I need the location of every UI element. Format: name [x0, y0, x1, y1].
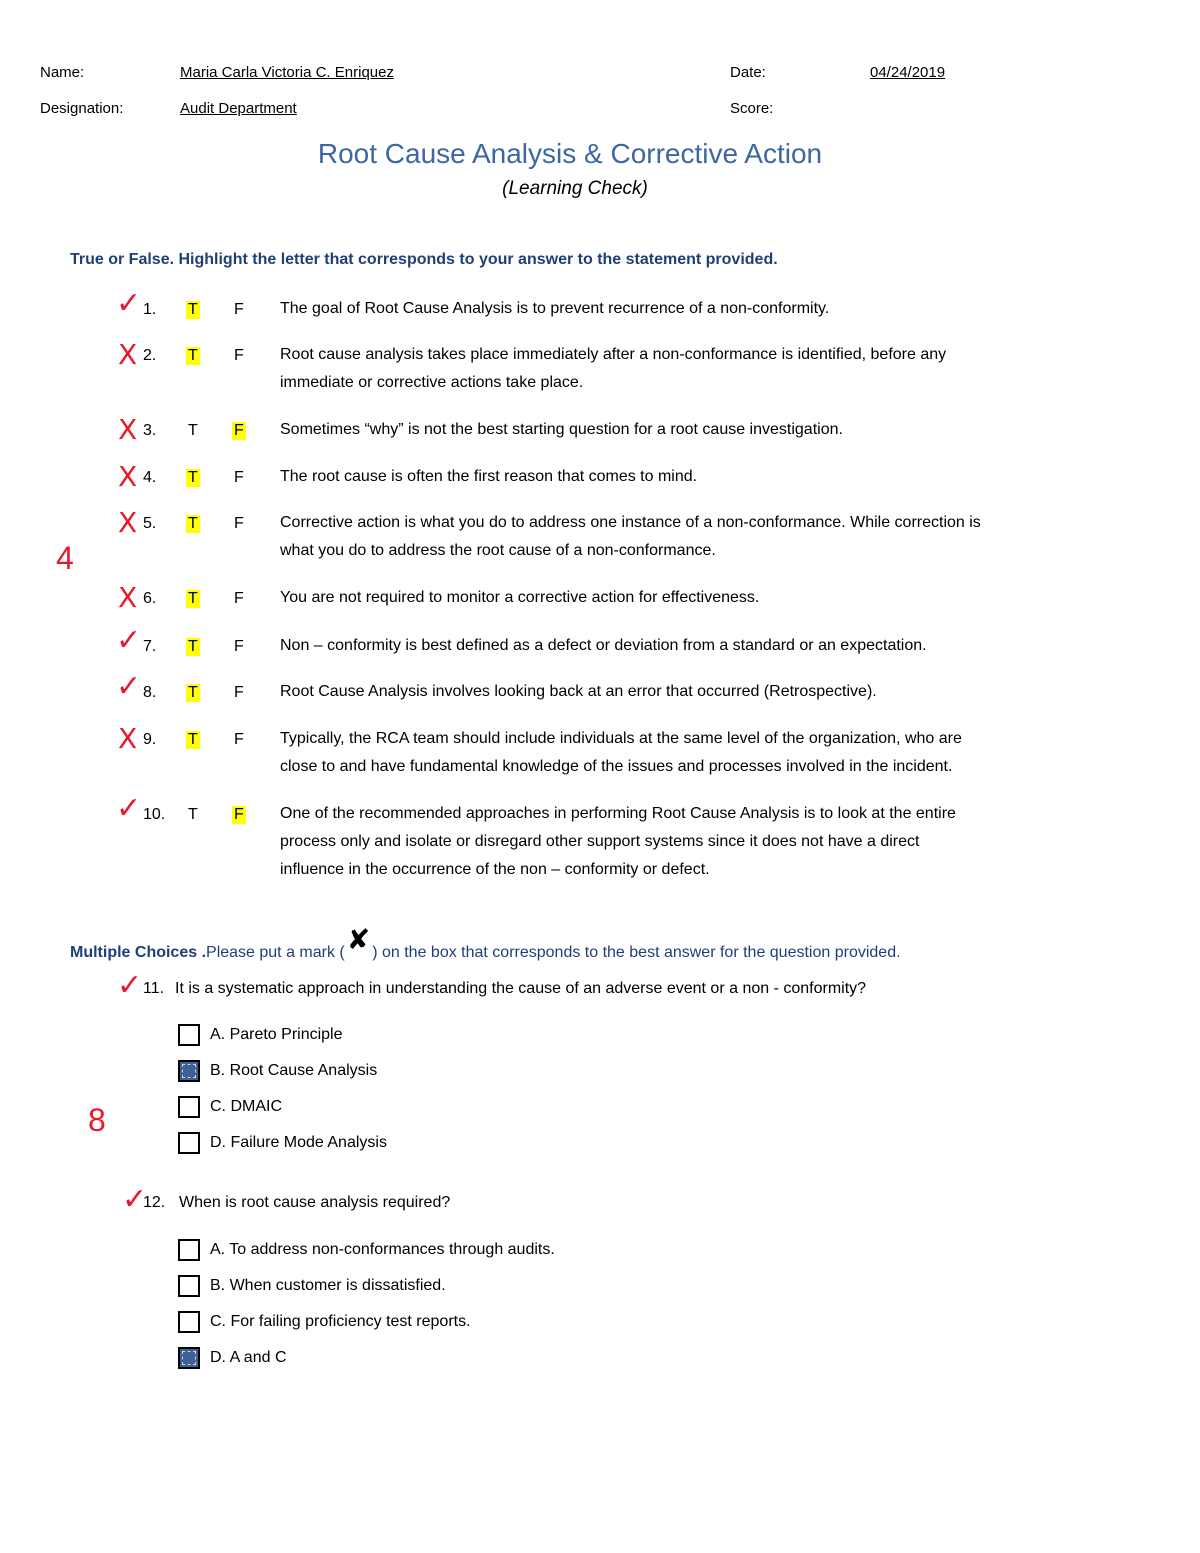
page-subtitle: (Learning Check)	[502, 178, 648, 199]
option-label: A. To address non-conformances through audits.	[210, 1241, 555, 1258]
true-option[interactable]: T	[188, 684, 198, 701]
check-icon: ✓	[116, 624, 142, 657]
option-checkbox[interactable]	[178, 1024, 200, 1046]
check-icon: ✓	[117, 969, 143, 1002]
designation-label: Designation:	[40, 100, 124, 117]
statement-text: One of the recommended approaches in performing Root Cause Analysis is to look at the entire	[280, 805, 956, 822]
item-number: 1.	[143, 301, 157, 318]
item-number: 9.	[143, 731, 157, 748]
statement-text: The goal of Root Cause Analysis is to prevent recurrence of a non-conformity.	[280, 300, 830, 317]
statement-text: close to and have fundamental knowledge of the issues and processes involved in the incident.	[280, 758, 953, 775]
multiple-choice-section-score: 8	[88, 1102, 106, 1138]
check-icon: ✓	[122, 1183, 148, 1216]
true-option[interactable]: T	[188, 590, 198, 607]
option-label: D. A and C	[210, 1349, 287, 1366]
cross-icon: X	[118, 413, 138, 446]
option-label: B. Root Cause Analysis	[210, 1062, 378, 1079]
statement-text: You are not required to monitor a corrective action for effectiveness.	[280, 589, 760, 606]
option-label: A. Pareto Principle	[210, 1026, 343, 1043]
option-checkbox[interactable]	[178, 1275, 200, 1297]
statement-text: Non – conformity is best defined as a defect or deviation from a standard or an expectation.	[280, 637, 927, 654]
false-option[interactable]: F	[234, 590, 244, 607]
true-option[interactable]: T	[188, 515, 198, 532]
statement-text: what you do to address the root cause of a non-conformance.	[280, 542, 716, 559]
page-title: Root Cause Analysis & Corrective Action	[317, 138, 823, 169]
score-label: Score:	[730, 100, 774, 117]
statement-text: process only and isolate or disregard other support systems since it does not have a direct	[280, 833, 920, 850]
true-option[interactable]: T	[188, 806, 198, 823]
false-option[interactable]: F	[234, 806, 244, 823]
cross-icon: X	[118, 722, 138, 755]
false-option[interactable]: F	[234, 731, 244, 748]
statement-text: Sometimes “why” is not the best starting question for a root cause investigation.	[280, 421, 843, 438]
check-icon: ✓	[116, 670, 142, 703]
date-label: Date:	[730, 64, 766, 81]
question-12-number: 12.	[143, 1194, 166, 1211]
x-mark-icon: ✘	[346, 923, 371, 956]
option-checkbox[interactable]	[178, 1347, 200, 1369]
option-checkbox[interactable]	[178, 1311, 200, 1333]
cross-icon: X	[118, 506, 138, 539]
item-number: 6.	[143, 590, 157, 607]
false-option[interactable]: F	[234, 347, 244, 364]
item-number: 5.	[143, 515, 157, 532]
cross-icon: X	[118, 581, 138, 614]
option-label: D. Failure Mode Analysis	[210, 1134, 387, 1151]
item-number: 3.	[143, 422, 157, 439]
statement-text: Root cause analysis takes place immediately after a non-conformance is identified, before any	[280, 346, 947, 363]
cross-icon: X	[118, 338, 138, 371]
option-checkbox[interactable]	[178, 1096, 200, 1118]
true-option[interactable]: T	[188, 347, 198, 364]
true-option[interactable]: T	[188, 638, 198, 655]
question-11-number: 11.	[143, 980, 165, 997]
option-label: C. DMAIC	[210, 1098, 282, 1115]
item-number: 8.	[143, 684, 157, 701]
option-checkbox[interactable]	[178, 1132, 200, 1154]
true-false-instruction: True or False. Highlight the letter that corresponds to your answer to the statement provided.	[70, 251, 778, 268]
cross-icon: X	[118, 460, 138, 493]
true-option[interactable]: T	[188, 301, 198, 318]
false-option[interactable]: F	[234, 422, 244, 439]
statement-text: Corrective action is what you do to address one instance of a non-conformance. While correction is	[280, 514, 981, 531]
false-option[interactable]: F	[234, 684, 244, 701]
item-number: 7.	[143, 638, 157, 655]
item-number: 4.	[143, 469, 157, 486]
statement-text: immediate or corrective actions take place.	[280, 374, 584, 391]
false-option[interactable]: F	[234, 515, 244, 532]
option-checkbox[interactable]	[178, 1239, 200, 1261]
statement-text: Typically, the RCA team should include individuals at the same level of the organization, who are	[280, 730, 962, 747]
multiple-choice-instruction: Multiple Choices .Please put a mark (✘ ) on the box that corresponds to the best answer for the question provided.	[70, 923, 901, 961]
item-number: 10.	[143, 806, 166, 823]
question-11-text: It is a systematic approach in understanding the cause of an adverse event or a non - conformity?	[175, 980, 867, 997]
true-option[interactable]: T	[188, 469, 198, 486]
statement-text: influence in the occurrence of the non – conformity or defect.	[280, 861, 710, 878]
option-label: C. For failing proficiency test reports.	[210, 1313, 471, 1330]
question-12-text: When is root cause analysis required?	[179, 1194, 451, 1211]
check-icon: ✓	[116, 792, 142, 825]
statement-text: The root cause is often the first reason that comes to mind.	[280, 468, 698, 485]
name-value: Maria Carla Victoria C. Enriquez	[180, 64, 394, 81]
check-icon: ✓	[116, 287, 142, 320]
false-option[interactable]: F	[234, 469, 244, 486]
designation-value: Audit Department	[180, 100, 297, 117]
name-label: Name:	[40, 64, 85, 81]
true-false-section-score: 4	[56, 540, 74, 576]
true-option[interactable]: T	[188, 422, 198, 439]
option-label: B. When customer is dissatisfied.	[210, 1277, 446, 1294]
date-value: 04/24/2019	[870, 64, 946, 81]
statement-text: Root Cause Analysis involves looking back at an error that occurred (Retrospective).	[280, 683, 877, 700]
true-option[interactable]: T	[188, 731, 198, 748]
false-option[interactable]: F	[234, 638, 244, 655]
false-option[interactable]: F	[234, 301, 244, 318]
item-number: 2.	[143, 347, 157, 364]
option-checkbox[interactable]	[178, 1060, 200, 1082]
